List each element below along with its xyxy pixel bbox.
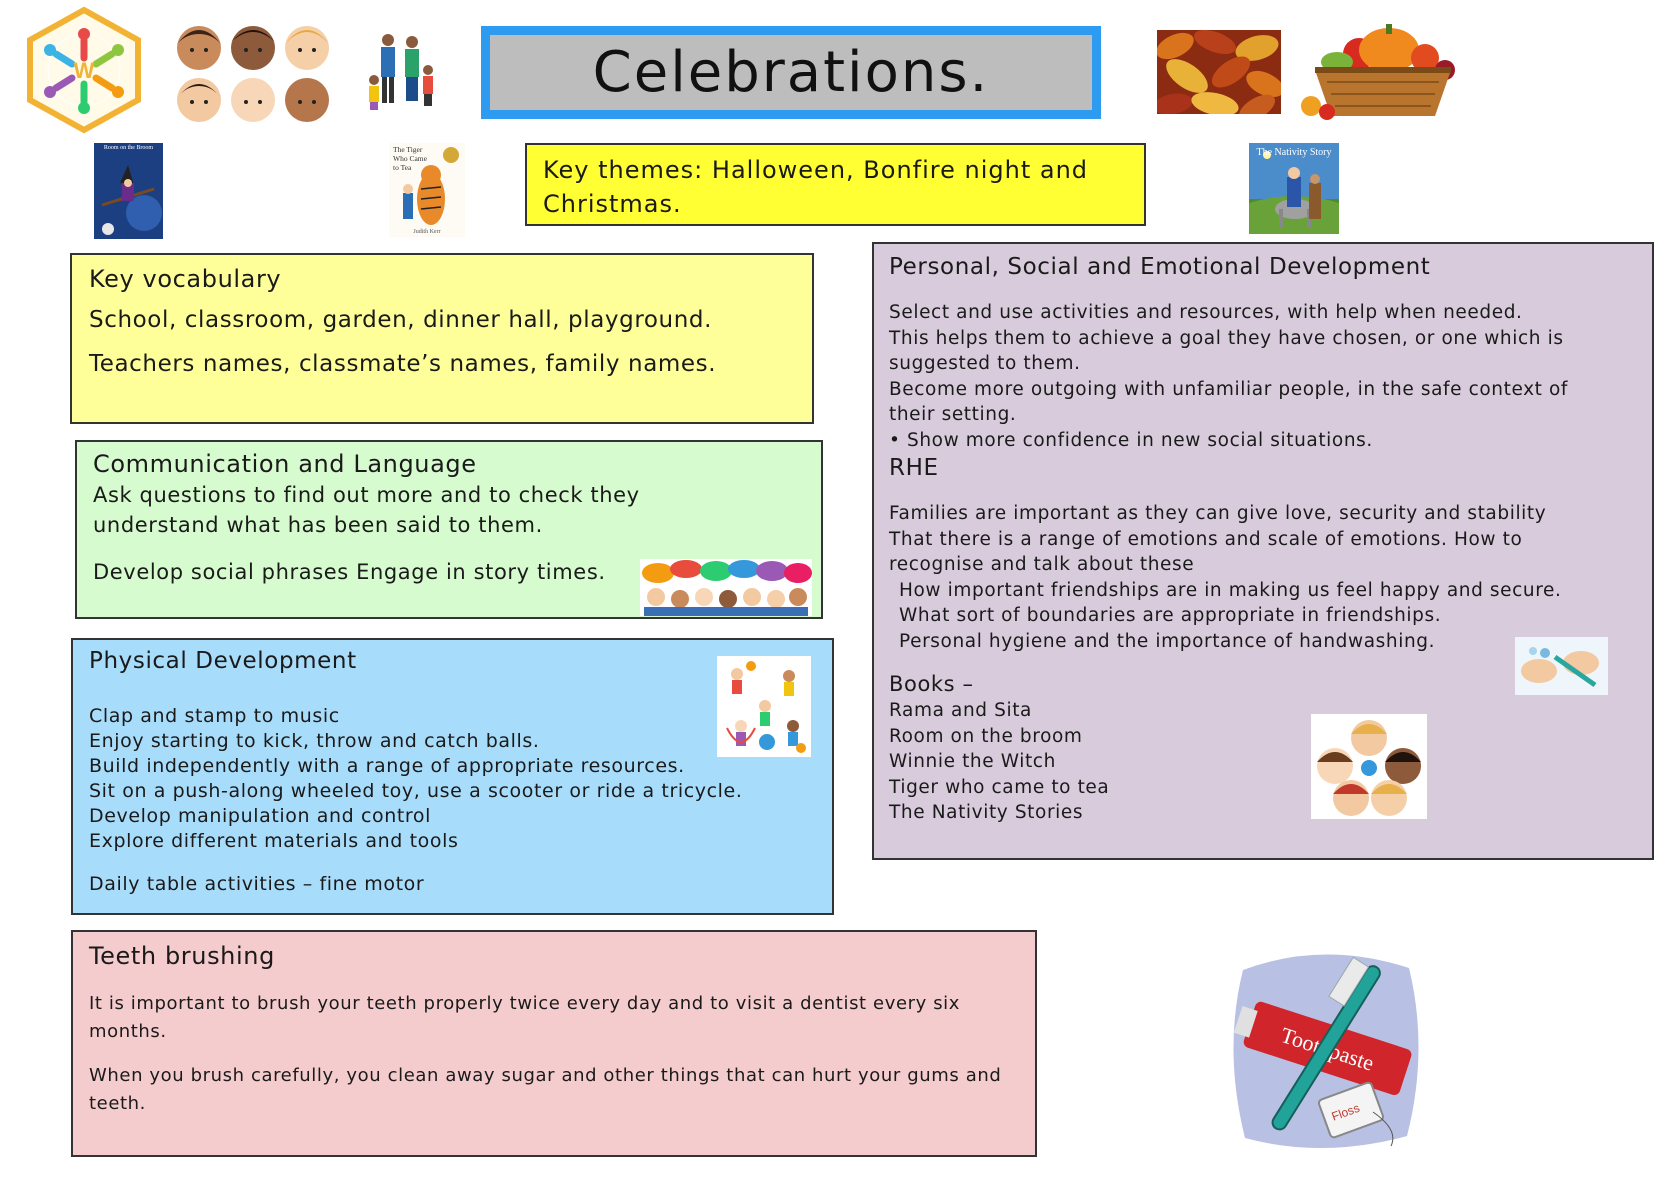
psed-line: Become more outgoing with unfamiliar people, in the safe context of xyxy=(889,378,1569,400)
book-author-tiger: Judith Kerr xyxy=(413,229,441,235)
rhe-line: recognise and talk about these xyxy=(889,554,1195,575)
toothpaste-toothbrush-image xyxy=(1223,940,1429,1159)
psed-heading: Personal, Social and Emotional Development xyxy=(889,254,1431,280)
physical-line: Sit on a push-along wheeled toy, use a scooter or ride a tricycle. xyxy=(89,780,743,802)
book-title-nativity: The Nativity Story xyxy=(1256,147,1332,158)
physical-footer: Daily table activities – fine motor xyxy=(89,873,425,895)
communication-language-panel xyxy=(75,440,823,619)
teeth-brushing-panel xyxy=(71,930,1037,1157)
school-logo xyxy=(22,6,146,134)
psed-line: Select and use activities and resources, with help when needed. xyxy=(889,302,1523,323)
communication-line: Ask questions to find out more and to check they xyxy=(93,483,640,507)
children-playing-image xyxy=(717,656,811,757)
physical-line: Develop manipulation and control xyxy=(89,805,432,827)
physical-line: Enjoy starting to kick, throw and catch balls. xyxy=(89,730,540,752)
logo-letter: W xyxy=(73,58,95,83)
book-list-item: Rama and Sita xyxy=(889,700,1032,721)
book-title-room-on-the-broom: Room on the Broom xyxy=(103,145,154,151)
key-themes-text: Key themes: Halloween, Bonfire night and Christmas. xyxy=(543,156,1089,218)
title-banner xyxy=(481,26,1101,119)
book-list-item: The Nativity Stories xyxy=(889,802,1084,823)
children-speech-bubbles-image xyxy=(640,559,812,616)
psed-line: suggested to them. xyxy=(889,353,1081,374)
teeth-heading: Teeth brushing xyxy=(89,942,275,970)
psed-line: their setting. xyxy=(889,404,1017,425)
rhe-line: What sort of boundaries are appropriate in friendships. xyxy=(899,605,1442,626)
psed-line: • Show more confidence in new social situations. xyxy=(889,429,1373,451)
harvest-basket-image xyxy=(1297,20,1469,120)
book-list-item: Room on the broom xyxy=(889,725,1083,747)
book-title-tiger: The Tiger Who Came to Tea xyxy=(393,145,427,172)
floss-label: Floss xyxy=(1329,1100,1362,1124)
books-heading: Books – xyxy=(889,672,974,696)
physical-line: Build independently with a range of appropriate resources. xyxy=(89,755,685,777)
physical-line: Explore different materials and tools xyxy=(89,830,459,852)
key-themes-box xyxy=(525,143,1146,226)
rhe-line: Families are important as they can give love, security and stability xyxy=(889,503,1547,524)
physical-line: Clap and stamp to music xyxy=(89,705,340,727)
book-cover-room-on-the-broom xyxy=(94,143,163,239)
psed-panel xyxy=(872,242,1654,860)
autumn-leaves-image xyxy=(1157,30,1281,114)
teeth-paragraph: When you brush carefully, you clean away sugar and other things that can hurt your gums and teeth. xyxy=(89,1065,1002,1114)
book-cover-tiger-who-came-to-tea xyxy=(389,143,465,237)
book-list-item: Winnie the Witch xyxy=(889,751,1056,772)
book-cover-nativity-story xyxy=(1249,143,1339,234)
rhe-line: Personal hygiene and the importance of handwashing. xyxy=(899,630,1436,652)
rhe-line: That there is a range of emotions and scale of emotions. How to xyxy=(889,528,1523,550)
children-circle-image xyxy=(1311,714,1427,819)
psed-line: This helps them to achieve a goal they have chosen, or one which is xyxy=(889,327,1564,349)
communication-line: understand what has been said to them. xyxy=(93,513,543,537)
book-list-item: Tiger who came to tea xyxy=(889,776,1110,798)
physical-development-panel xyxy=(71,638,834,915)
communication-line: Develop social phrases Engage in story times. xyxy=(93,560,606,584)
page-title: Celebrations. xyxy=(490,35,1092,110)
children-faces-image xyxy=(172,22,334,126)
vocabulary-line: School, classroom, garden, dinner hall, playground. xyxy=(89,307,713,333)
handwashing-image xyxy=(1515,637,1608,695)
rhe-heading: RHE xyxy=(889,455,939,481)
key-vocabulary-panel xyxy=(70,253,814,424)
teeth-paragraph: It is important to brush your teeth properly twice every day and to visit a dentist every six months. xyxy=(89,993,961,1042)
physical-heading: Physical Development xyxy=(89,648,357,674)
family-image xyxy=(366,30,444,114)
rhe-line: How important friendships are in making us feel happy and secure. xyxy=(899,579,1562,601)
vocabulary-line: Teachers names, classmate’s names, family names. xyxy=(89,351,717,377)
communication-heading: Communication and Language xyxy=(93,450,477,478)
key-vocabulary-heading: Key vocabulary xyxy=(89,265,282,293)
